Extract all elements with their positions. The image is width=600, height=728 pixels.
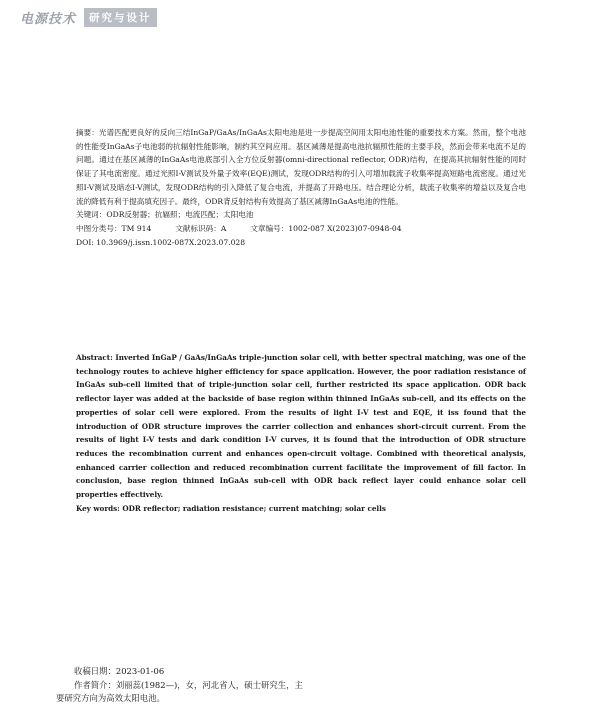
keywords-cn <box>76 208 526 222</box>
author-bio-line2: 要研究方向为高效太阳电池。 <box>56 693 165 703</box>
footnote <box>56 665 336 706</box>
abstract-cn-text: 光谱匹配更良好的反向三结InGaP/GaAs/InGaAs太阳电池是进一步提高空间用太阳电池性能的重要技术方案。然而，整个电池的性能受InGaAs子电池弱的抗辐射性能影响，制约其空间应用。基区减薄是提高电池抗辐照性能的主要手段，然而会带来电流不足的问题。通过在基区减薄的InGaAs电池底部引入全方位反射器(omni-directional reflector, ODR)结构，在提高其抗辐射性能的同时保证了其电流密度。通过光照I-V测试及外量子效率(EQE)测试，发现ODR结构的引入可增加载流子收集率提高短路电流密度。通过光照I-V测试及暗态I-V测试，发现ODR结构的引入降低了复合电流，并提高了开路电压。结合理论分析，载流子收集率的增益以及复合电流的降低有利于提高填充因子。最终，ODR背反射结构有效提高了基区减薄InGaAs电池的性能。 <box>76 128 527 206</box>
abstract-cn <box>76 126 526 208</box>
keywords-en <box>76 502 526 516</box>
document-code: 文献标识码：A <box>175 223 227 233</box>
abstract-en <box>76 351 526 502</box>
abstract-cn-label: 摘要： <box>76 128 99 137</box>
english-abstract-block <box>76 351 526 515</box>
keywords-cn-label: 关键词： <box>76 210 107 220</box>
received-date: 收稿日期：2023-01-06 <box>74 666 165 676</box>
keywords-cn-text: ODR反射器；抗辐照；电流匹配；太阳电池 <box>106 210 254 220</box>
journal-name: 电源技术 <box>20 12 77 27</box>
article-number: 文章编号：1002-087 X(2023)07-0948-04 <box>250 223 402 233</box>
abstract-en-label: Abstract: <box>76 353 113 362</box>
journal-header <box>20 8 157 27</box>
keywords-en-text: ODR reflector; radiation resistance; current matching; solar cells <box>122 503 386 513</box>
classification-line <box>76 222 526 236</box>
keywords-en-label: Key words: <box>76 503 120 513</box>
clc-number: 中图分类号：TM 914 <box>76 223 152 233</box>
section-badge: 研究与设计 <box>84 8 157 27</box>
author-bio-line1: 作者简介：刘丽蕊(1982—)，女，河北省人，硕士研究生，主 <box>74 679 303 690</box>
abstract-en-text: Inverted InGaP / GaAs/InGaAs triple-junction solar cell, with better spectral matching, was one of the technology routes to achieve higher efficiency for space application. However, the poor radiation resistance of InGaAs sub-cell limited that of triple-junction solar cell, further restricted its space application. ODR back reflector layer was added at the backside of base region within thinned InGaAs sub-cell, and its effects on the properties of solar cell were explored. From the results of light I-V test and EQE, it iss found that the introduction of ODR structure improves the carrier collection and enhances short-circuit current. From the results of light I-V tests and dark condition I-V curves, it is found that the introduction of ODR structure reduces the recombination current and enhances open-circuit voltage. Combined with theoretical analysis, enhanced carrier collection and reduced recombination current facilitate the improvement of fill factor. In conclusion, base region thinned InGaAs sub-cell with ODR back reflect layer could enhance solar cell properties effectively. <box>76 353 526 500</box>
doi: DOI: 10.3969/j.issn.1002-087X.2023.07.028 <box>76 237 246 247</box>
chinese-abstract-block <box>76 126 526 249</box>
